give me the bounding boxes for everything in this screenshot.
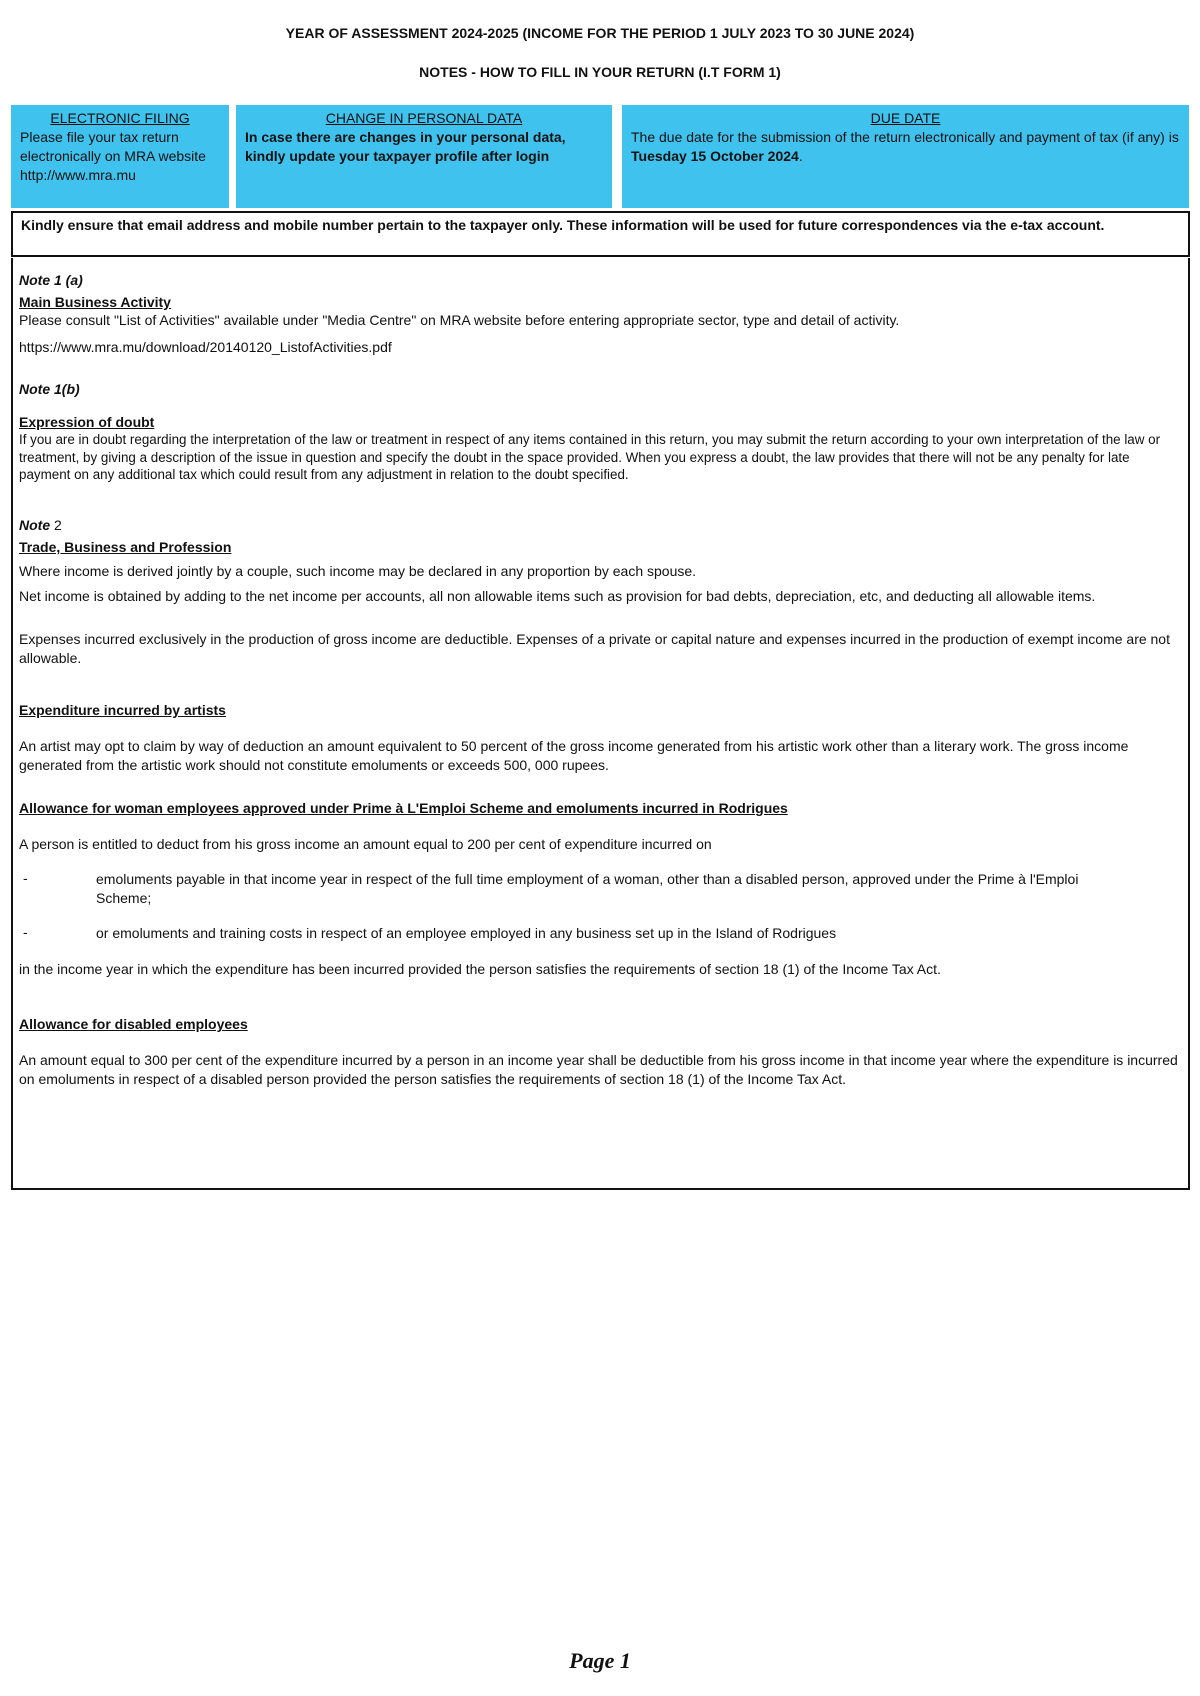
note-2-para-3: Expenses incurred exclusively in the production of gross income are deductible. Expenses of a private or capital nature and expenses incurred in the production of exempt income are not allowable. xyxy=(19,631,1170,666)
note-2-label-number: 2 xyxy=(54,517,62,533)
women-bullet-2: or emoluments and training costs in respect of an employee employed in any business set up in the Island of Rodrigues xyxy=(96,925,837,941)
note-1a-text: Please consult "List of Activities" available under "Media Centre" on MRA website before entering appropriate sector, type and detail of activity. xyxy=(19,312,900,328)
mra-website-link[interactable]: http://www.mra.mu xyxy=(20,167,136,183)
bullet-dash-1: - xyxy=(23,870,28,886)
due-date-title: DUE DATE xyxy=(870,110,941,126)
artists-heading: Expenditure incurred by artists xyxy=(19,702,226,718)
note-1b-text: If you are in doubt regarding the interpretation of the law or treatment in respect of any items contained in this return, you may submit the return according to your own interpretation of the law or treatment, by giving a description of the issue in question and specify the doubt in the space provided. When you express a doubt, the law provides that there will not be any penalty for late payment on any additional tax which could result from any adjustment in relation to the doubt specified. xyxy=(19,432,1161,482)
due-date-value: Tuesday 15 October 2024 xyxy=(631,148,799,164)
due-date-text xyxy=(631,128,1180,166)
note-2-para-2: Net income is obtained by adding to the net income per accounts, all non allowable items such as provision for bad debts, depreciation, etc, and deducting all allowable items. xyxy=(19,588,1096,604)
electronic-filing-text: Please file your tax return electronically on MRA website xyxy=(20,129,206,164)
activities-list-link[interactable]: https://www.mra.mu/download/20140120_ListofActivities.pdf xyxy=(19,339,392,355)
artists-text: An artist may opt to claim by way of deduction an amount equivalent to 50 percent of the gross income generated from his artistic work other than a literary work. The gross income generated from the artistic work should not constitute emoluments or exceeds 500, 000 rupees. xyxy=(19,738,1129,773)
page-number: Page 1 xyxy=(569,1648,631,1673)
personal-data-text: In case there are changes in your personal data, kindly update your taxpayer profile after login xyxy=(245,129,566,164)
due-date-prefix: The due date for the submission of the return electronically and payment of tax (if any) is xyxy=(631,129,1179,145)
note-2-heading: Trade, Business and Profession xyxy=(19,539,232,555)
personal-data-box xyxy=(236,105,612,208)
due-date-suffix: . xyxy=(798,148,803,164)
disabled-text: An amount equal to 300 per cent of the expenditure incurred by a person in an income year shall be deductible from his gross income in that income year where the expenditure is incurred on emoluments in respect of a disabled person provided the person satisfies the requirements of section 18 (1) of the Income Tax Act. xyxy=(19,1052,1178,1087)
women-heading: Allowance for woman employees approved under Prime à L'Emploi Scheme and emoluments incurred in Rodrigues xyxy=(19,800,788,816)
electronic-filing-title: ELECTRONIC FILING xyxy=(50,110,190,126)
bullet-dash-2: - xyxy=(23,924,28,940)
electronic-filing-box xyxy=(11,105,229,208)
note-2-label xyxy=(19,516,1179,535)
page-subtitle: NOTES - HOW TO FILL IN YOUR RETURN (I.T FORM 1) xyxy=(419,64,781,80)
due-date-box xyxy=(622,105,1189,208)
personal-data-title: CHANGE IN PERSONAL DATA xyxy=(325,110,523,126)
note-2-para-1: Where income is derived jointly by a couple, such income may be declared in any proportion by each spouse. xyxy=(19,563,697,579)
note-2-label-word: Note xyxy=(19,517,51,533)
page-title: YEAR OF ASSESSMENT 2024-2025 (INCOME FOR THE PERIOD 1 JULY 2023 TO 30 JUNE 2024) xyxy=(285,25,915,41)
women-intro: A person is entitled to deduct from his gross income an amount equal to 200 per cent of expenditure incurred on xyxy=(19,836,712,852)
note-1b-label: Note 1(b) xyxy=(19,381,80,397)
note-1b-heading: Expression of doubt xyxy=(19,414,155,430)
women-outro: in the income year in which the expenditure has been incurred provided the person satisfies the requirements of section 18 (1) of the Income Tax Act. xyxy=(19,961,941,977)
note-1a-heading: Main Business Activity xyxy=(19,294,171,310)
disabled-heading: Allowance for disabled employees xyxy=(19,1016,248,1032)
women-bullet-1: emoluments payable in that income year in respect of the full time employment of a woman, other than a disabled person, approved under the Prime à l'Emploi Scheme; xyxy=(96,871,1079,906)
note-1a-label: Note 1 (a) xyxy=(19,272,83,288)
email-notice: Kindly ensure that email address and mobile number pertain to the taxpayer only. These information will be used for future correspondences via the e-tax account. xyxy=(11,211,1190,257)
